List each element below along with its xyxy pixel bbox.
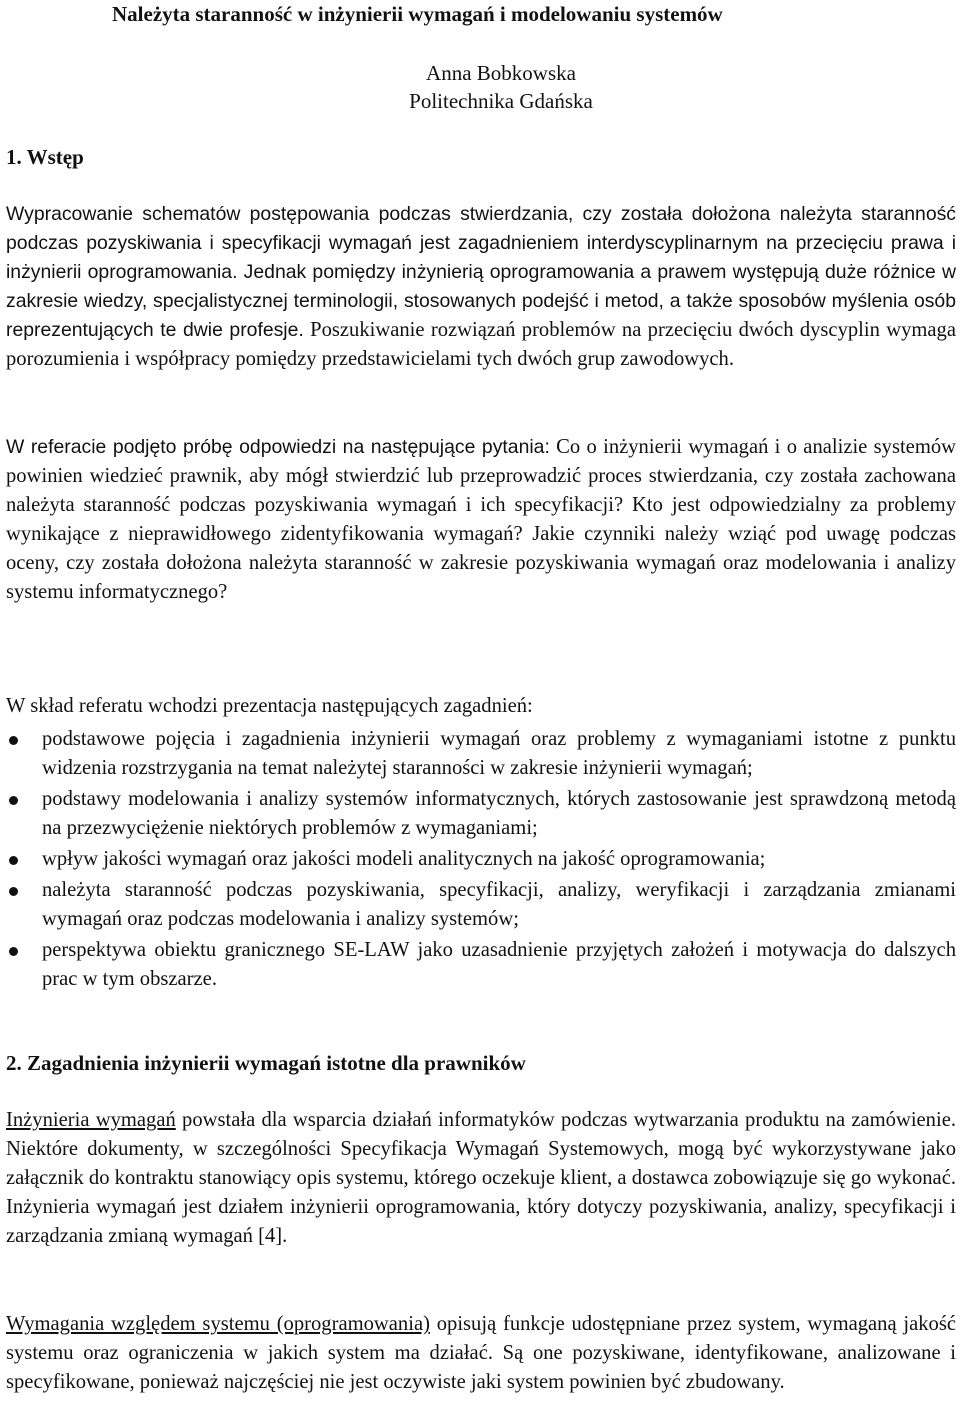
intro-paragraph-2-part1: W referacie podjęto próbę odpowiedzi na następujące pytania: (6, 436, 550, 458)
intro-paragraph-2-part2: Co o inżynierii wymagań i o analizie systemów powinien wiedzieć prawnik, aby mógł stwierdzić lub przeprowadzić proces stwierdzania, czy została zachowana należyta staranność podczas pozyskiwania wymagań i ich specyfikacji? Kto jest odpowiedzialny za problemy wynikające z nieprawidłowego zidentyfikowania wymagań? Jakie czynniki należy wziąć pod uwagę podczas oceny, czy została dołożona należyta staranność w zakresie pozyskiwania wymagań oraz modelowania i analizy systemu informatycznego? (6, 436, 957, 603)
list-item-text: wpływ jakości wymagań oraz jakości modeli analitycznych na jakość oprogramowania; (42, 848, 766, 870)
requirements-paragraph-2 (6, 1310, 956, 1397)
author-name: Anna Bobkowska (426, 61, 576, 85)
intro-paragraph-1-part1: Wypracowanie schematów postępowania podczas stwierdzania, czy została dołożona należyta staranność podczas pozyskiwania i specyfikacji wymagań jest zagadnieniem interdyscyplinarnym na przecięciu prawa i inżynierii oprogramowania. Jednak pomiędzy inżynierią oprogramowania a prawem występują duże różnice w zakresie wiedzy, specjalistycznej terminologii, stosowanych podejść i metod, a także sposobów myślenia osób reprezentujących te dwie profesje. (6, 203, 956, 341)
list-item (6, 876, 956, 934)
bullet-icon (9, 947, 18, 956)
requirements-paragraph-1-text: powstała dla wsparcia działań informatyków podczas wytwarzania produktu na zamówienie. Niektóre dokumenty, w szczególności Specyfikacja Wymagań Systemowych, mogą być wykorzystywane jako załącznik do kontraktu stanowiący opis systemu, którego oczekuje klient, a dostawca zobowiązuje się go wykonać. Inżynieria wymagań jest działem inżynierii oprogramowania, który dotyczy pozyskiwania, analizy, specyfikacji i zarządzania zmianą wymagań [4]. (6, 1109, 956, 1247)
list-item (6, 785, 956, 843)
list-item-text: podstawy modelowania i analizy systemów informatycznych, których zastosowanie jest sprawdzoną metodą na przezwyciężenie niektórych problemów z wymaganiami; (42, 788, 956, 839)
bullet-icon (9, 856, 18, 865)
author-affiliation: Politechnika Gdańska (409, 89, 593, 113)
intro-paragraph-3: W skład referatu wchodzi prezentacja następujących zagadnień: (6, 695, 533, 717)
section-heading-intro: 1. Wstęp (6, 145, 84, 169)
list-item (6, 936, 956, 994)
list-item (6, 845, 956, 874)
author-block (376, 59, 626, 115)
requirements-paragraph-2-text: opisują funkcje udostępniane przez system, wymaganą jakość systemu oraz ograniczenia w jakich system ma działać. Są one pozyskiwane, identyfikowane, analizowane i specyfikowane, ponieważ najczęściej nie jest oczywiste jaki system powinien być zbudowany. (6, 1313, 957, 1393)
intro-paragraph-1-part2: Poszukiwanie rozwiązań problemów na przecięciu dwóch dyscyplin wymaga porozumienia i współpracy pomiędzy przedstawicielami tych dwóch grup zawodowych. (6, 319, 956, 370)
section-heading-requirements: 2. Zagadnienia inżynierii wymagań istotne dla prawników (6, 1051, 526, 1075)
requirements-paragraph-1 (6, 1106, 956, 1251)
term-system-requirements: Wymagania względem systemu (oprogramowania) (6, 1313, 430, 1335)
intro-paragraph-2 (6, 433, 956, 607)
list-item-text: podstawowe pojęcia i zagadnienia inżynierii wymagań oraz problemy z wymaganiami istotne z punktu widzenia rozstrzygania na temat należytej staranności w zakresie inżynierii wymagań; (42, 728, 956, 779)
intro-paragraph-1 (6, 200, 956, 374)
bullet-icon (9, 796, 18, 805)
bullet-icon (9, 887, 18, 896)
bullet-icon (9, 736, 18, 745)
list-item-text: perspektywa obiektu granicznego SE-LAW jako uzasadnienie przyjętych założeń i motywacja do dalszych prac w tym obszarze. (42, 939, 956, 990)
list-item-text: należyta staranność podczas pozyskiwania, specyfikacji, analizy, weryfikacji i zarządzania zmianami wymagań oraz podczas modelowania i analizy systemów; (42, 879, 956, 930)
topics-list (6, 725, 956, 996)
list-item (6, 725, 956, 783)
document-title: Należyta staranność w inżynierii wymagań i modelowaniu systemów (112, 2, 723, 26)
term-requirements-engineering: Inżynieria wymagań (6, 1109, 176, 1131)
